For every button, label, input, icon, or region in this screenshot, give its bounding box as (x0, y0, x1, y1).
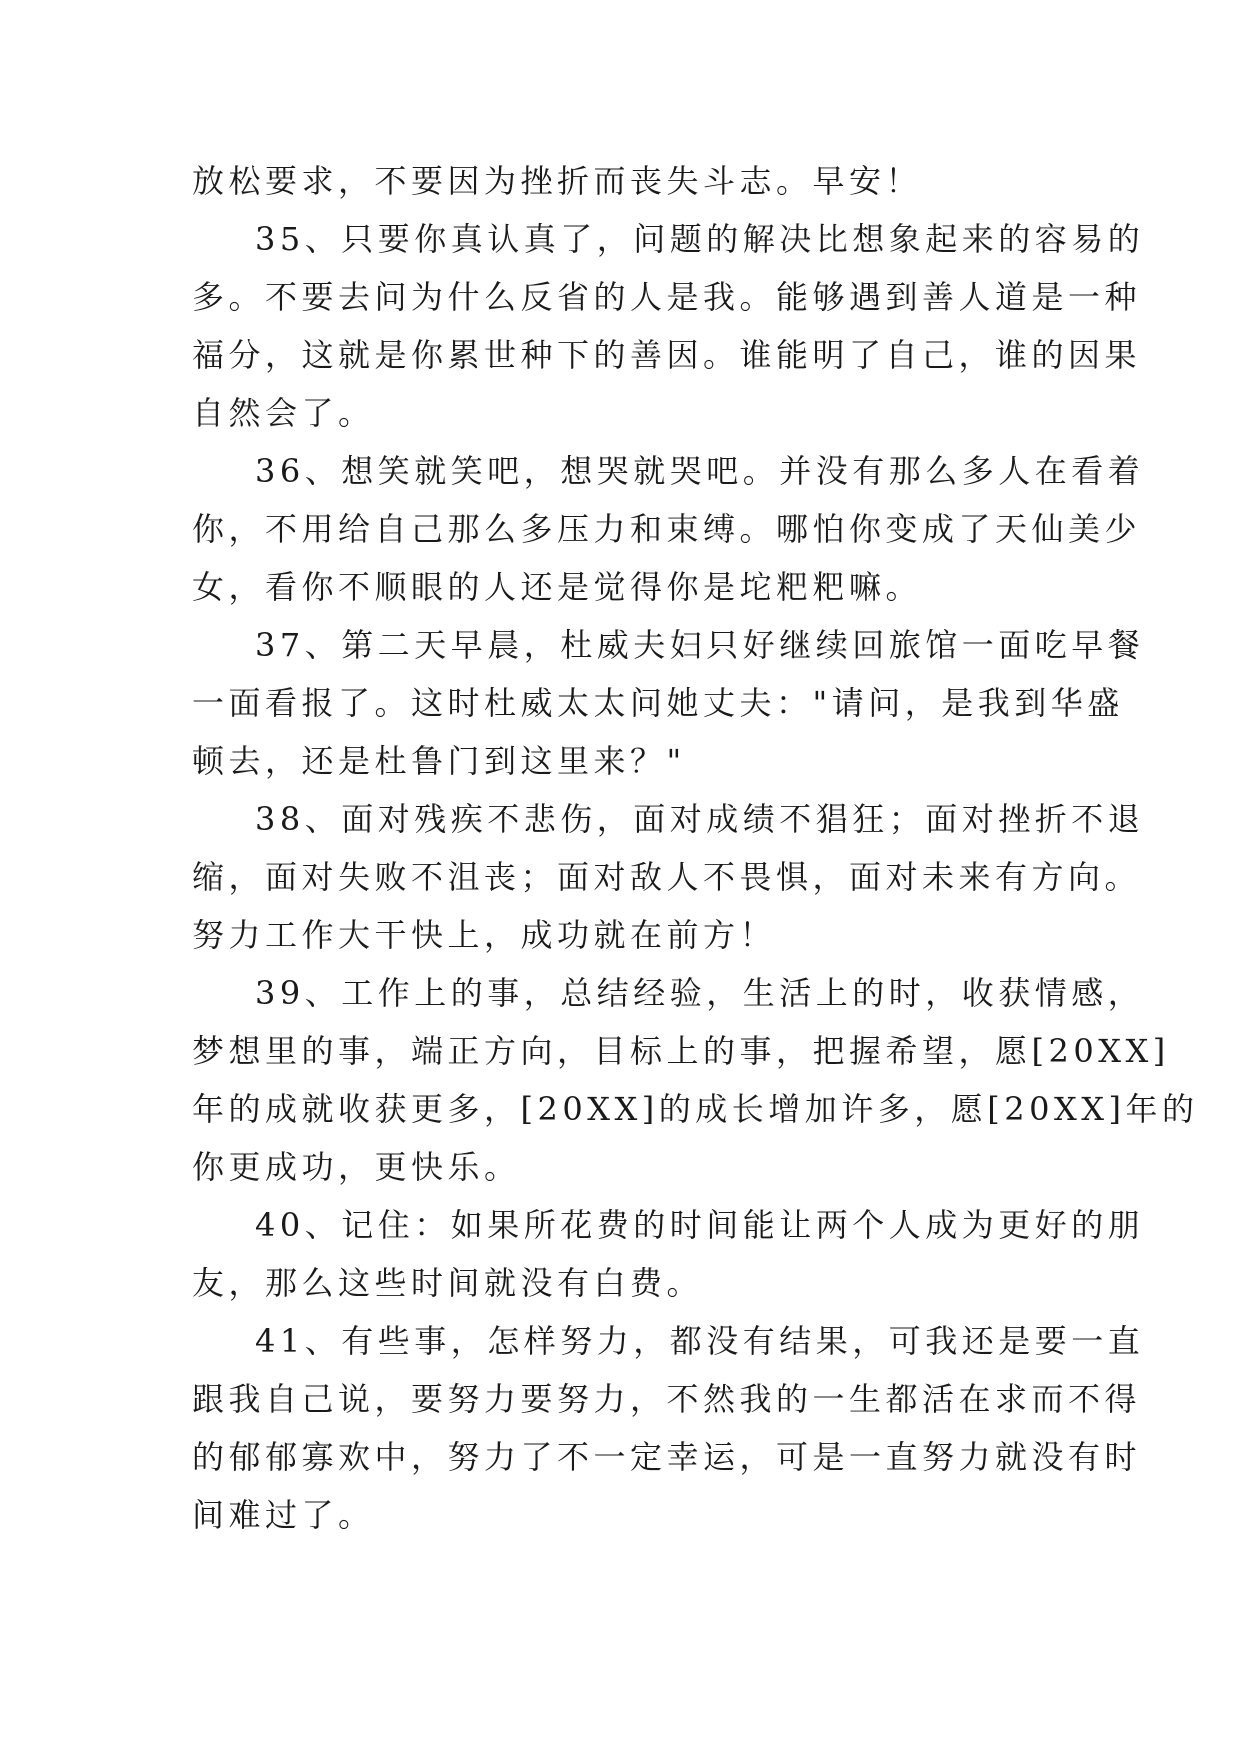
paragraph-37 (192, 616, 1145, 790)
text-line: 一面看报了。这时杜威太太问她丈夫："请问，是我到华盛 (192, 684, 1124, 722)
text-line: 你，不用给自己那么多压力和束缚。哪怕你变成了天仙美少 (192, 510, 1142, 548)
text-line: 努力工作大干快上，成功就在前方！ (192, 916, 777, 954)
text-line: 放松要求，不要因为挫折而丧失斗志。早安！ (192, 162, 923, 200)
paragraph-38 (192, 790, 1145, 964)
text-line: 的郁郁寡欢中，努力了不一定幸运，可是一直努力就没有时 (192, 1438, 1142, 1476)
paragraph-39 (192, 964, 1199, 1196)
text-line: 你更成功，更快乐。 (192, 1148, 521, 1186)
text-line: 女，看你不顺眼的人还是觉得你是坨粑粑嘛。 (192, 568, 923, 606)
text-line: 38、面对残疾不悲伤，面对成绩不猖狂；面对挫折不退 (255, 800, 1145, 838)
text-line: 自然会了。 (192, 394, 375, 432)
paragraph-34-tail (192, 152, 1062, 210)
text-line: 39、工作上的事，总结经验，生活上的时，收获情感， (255, 974, 1145, 1012)
paragraph-41 (192, 1312, 1145, 1544)
text-line: 顿去，还是杜鲁门到这里来？" (192, 742, 686, 780)
text-line: 36、想笑就笑吧，想哭就哭吧。并没有那么多人在看着 (255, 452, 1145, 490)
text-line: 跟我自己说，要努力要努力，不然我的一生都活在求而不得 (192, 1380, 1142, 1418)
text-line: 缩，面对失败不沮丧；面对敌人不畏惧，面对未来有方向。 (192, 858, 1142, 896)
text-line: 41、有些事，怎样努力，都没有结果，可我还是要一直 (255, 1322, 1145, 1360)
text-line: 35、只要你真认真了，问题的解决比想象起来的容易的 (255, 220, 1145, 258)
text-line: 37、第二天早晨，杜威夫妇只好继续回旅馆一面吃早餐 (255, 626, 1145, 664)
text-line: 多。不要去问为什么反省的人是我。能够遇到善人道是一种 (192, 278, 1142, 316)
document-page (192, 152, 1199, 1544)
text-line: 40、记住：如果所花费的时间能让两个人成为更好的朋 (255, 1206, 1145, 1244)
text-line: 梦想里的事，端正方向，目标上的事，把握希望，愿[20XX] (192, 1032, 1170, 1070)
paragraph-35 (192, 210, 1145, 442)
text-line: 年的成就收获更多，[20XX]的成长增加许多，愿[20XX]年的 (192, 1090, 1199, 1128)
text-line: 间难过了。 (192, 1496, 375, 1534)
text-line: 福分，这就是你累世种下的善因。谁能明了自己，谁的因果 (192, 336, 1142, 374)
paragraph-40 (192, 1196, 1145, 1312)
text-line: 友，那么这些时间就没有白费。 (192, 1264, 704, 1302)
paragraph-36 (192, 442, 1145, 616)
